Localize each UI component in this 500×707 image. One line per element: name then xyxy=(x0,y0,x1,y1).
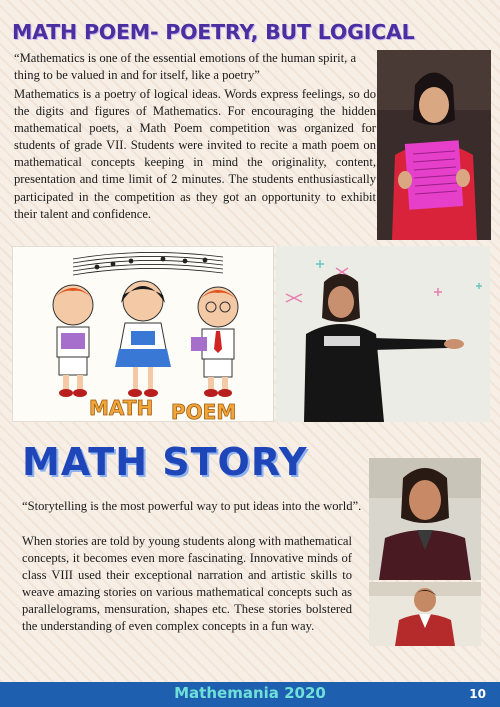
storyteller-girl-photo xyxy=(369,458,481,580)
story-section-title: MATH STORY xyxy=(22,440,308,484)
art-word-poem: POEM xyxy=(171,400,237,422)
storyteller-boy-photo xyxy=(369,582,481,646)
student-holding-poem-photo xyxy=(377,50,491,240)
story-paragraph: When stories are told by young students along with mathematical concepts, it becomes even more fascinating. Innovative minds of class VIII used their exceptional narration and artistic skills to weave amazing stories on various mathematical concepts such as parallelograms, mensuration, shapes etc. These stories bolstered the understanding of even complex concepts in a fun way. xyxy=(22,534,352,634)
poem-quote: “Mathematics is one of the essential emotions of the human spirit, a thing to be valued in and for itself, like a poetry” xyxy=(14,51,357,82)
story-quote: “Storytelling is the most powerful way to put ideas into the world”. xyxy=(22,499,362,513)
math-poem-illustration xyxy=(12,246,274,422)
page-number: 10 xyxy=(469,687,486,701)
footer-title: Mathemania 2020 xyxy=(174,684,326,702)
page-footer xyxy=(0,682,500,707)
poem-section-title: MATH POEM- POETRY, BUT LOGICAL xyxy=(12,20,415,44)
poem-paragraph: Mathematics is a poetry of logical ideas. Words express feelings, so do the digits and figures of Mathematics. For encouraging the hidden mathematical poets, a Math Poem competition was organized for students of grade VII. Students were invited to recite a math poem on mathematical concepts keeping in mind the originality, content, presentation and time limit of 2 minutes. The students enthusiastically participated in the competition as they got an opportunity to exhibit their talent and confidence. xyxy=(14,87,376,221)
student-reciting-photo xyxy=(276,246,490,422)
art-word-math: MATH xyxy=(89,396,154,420)
